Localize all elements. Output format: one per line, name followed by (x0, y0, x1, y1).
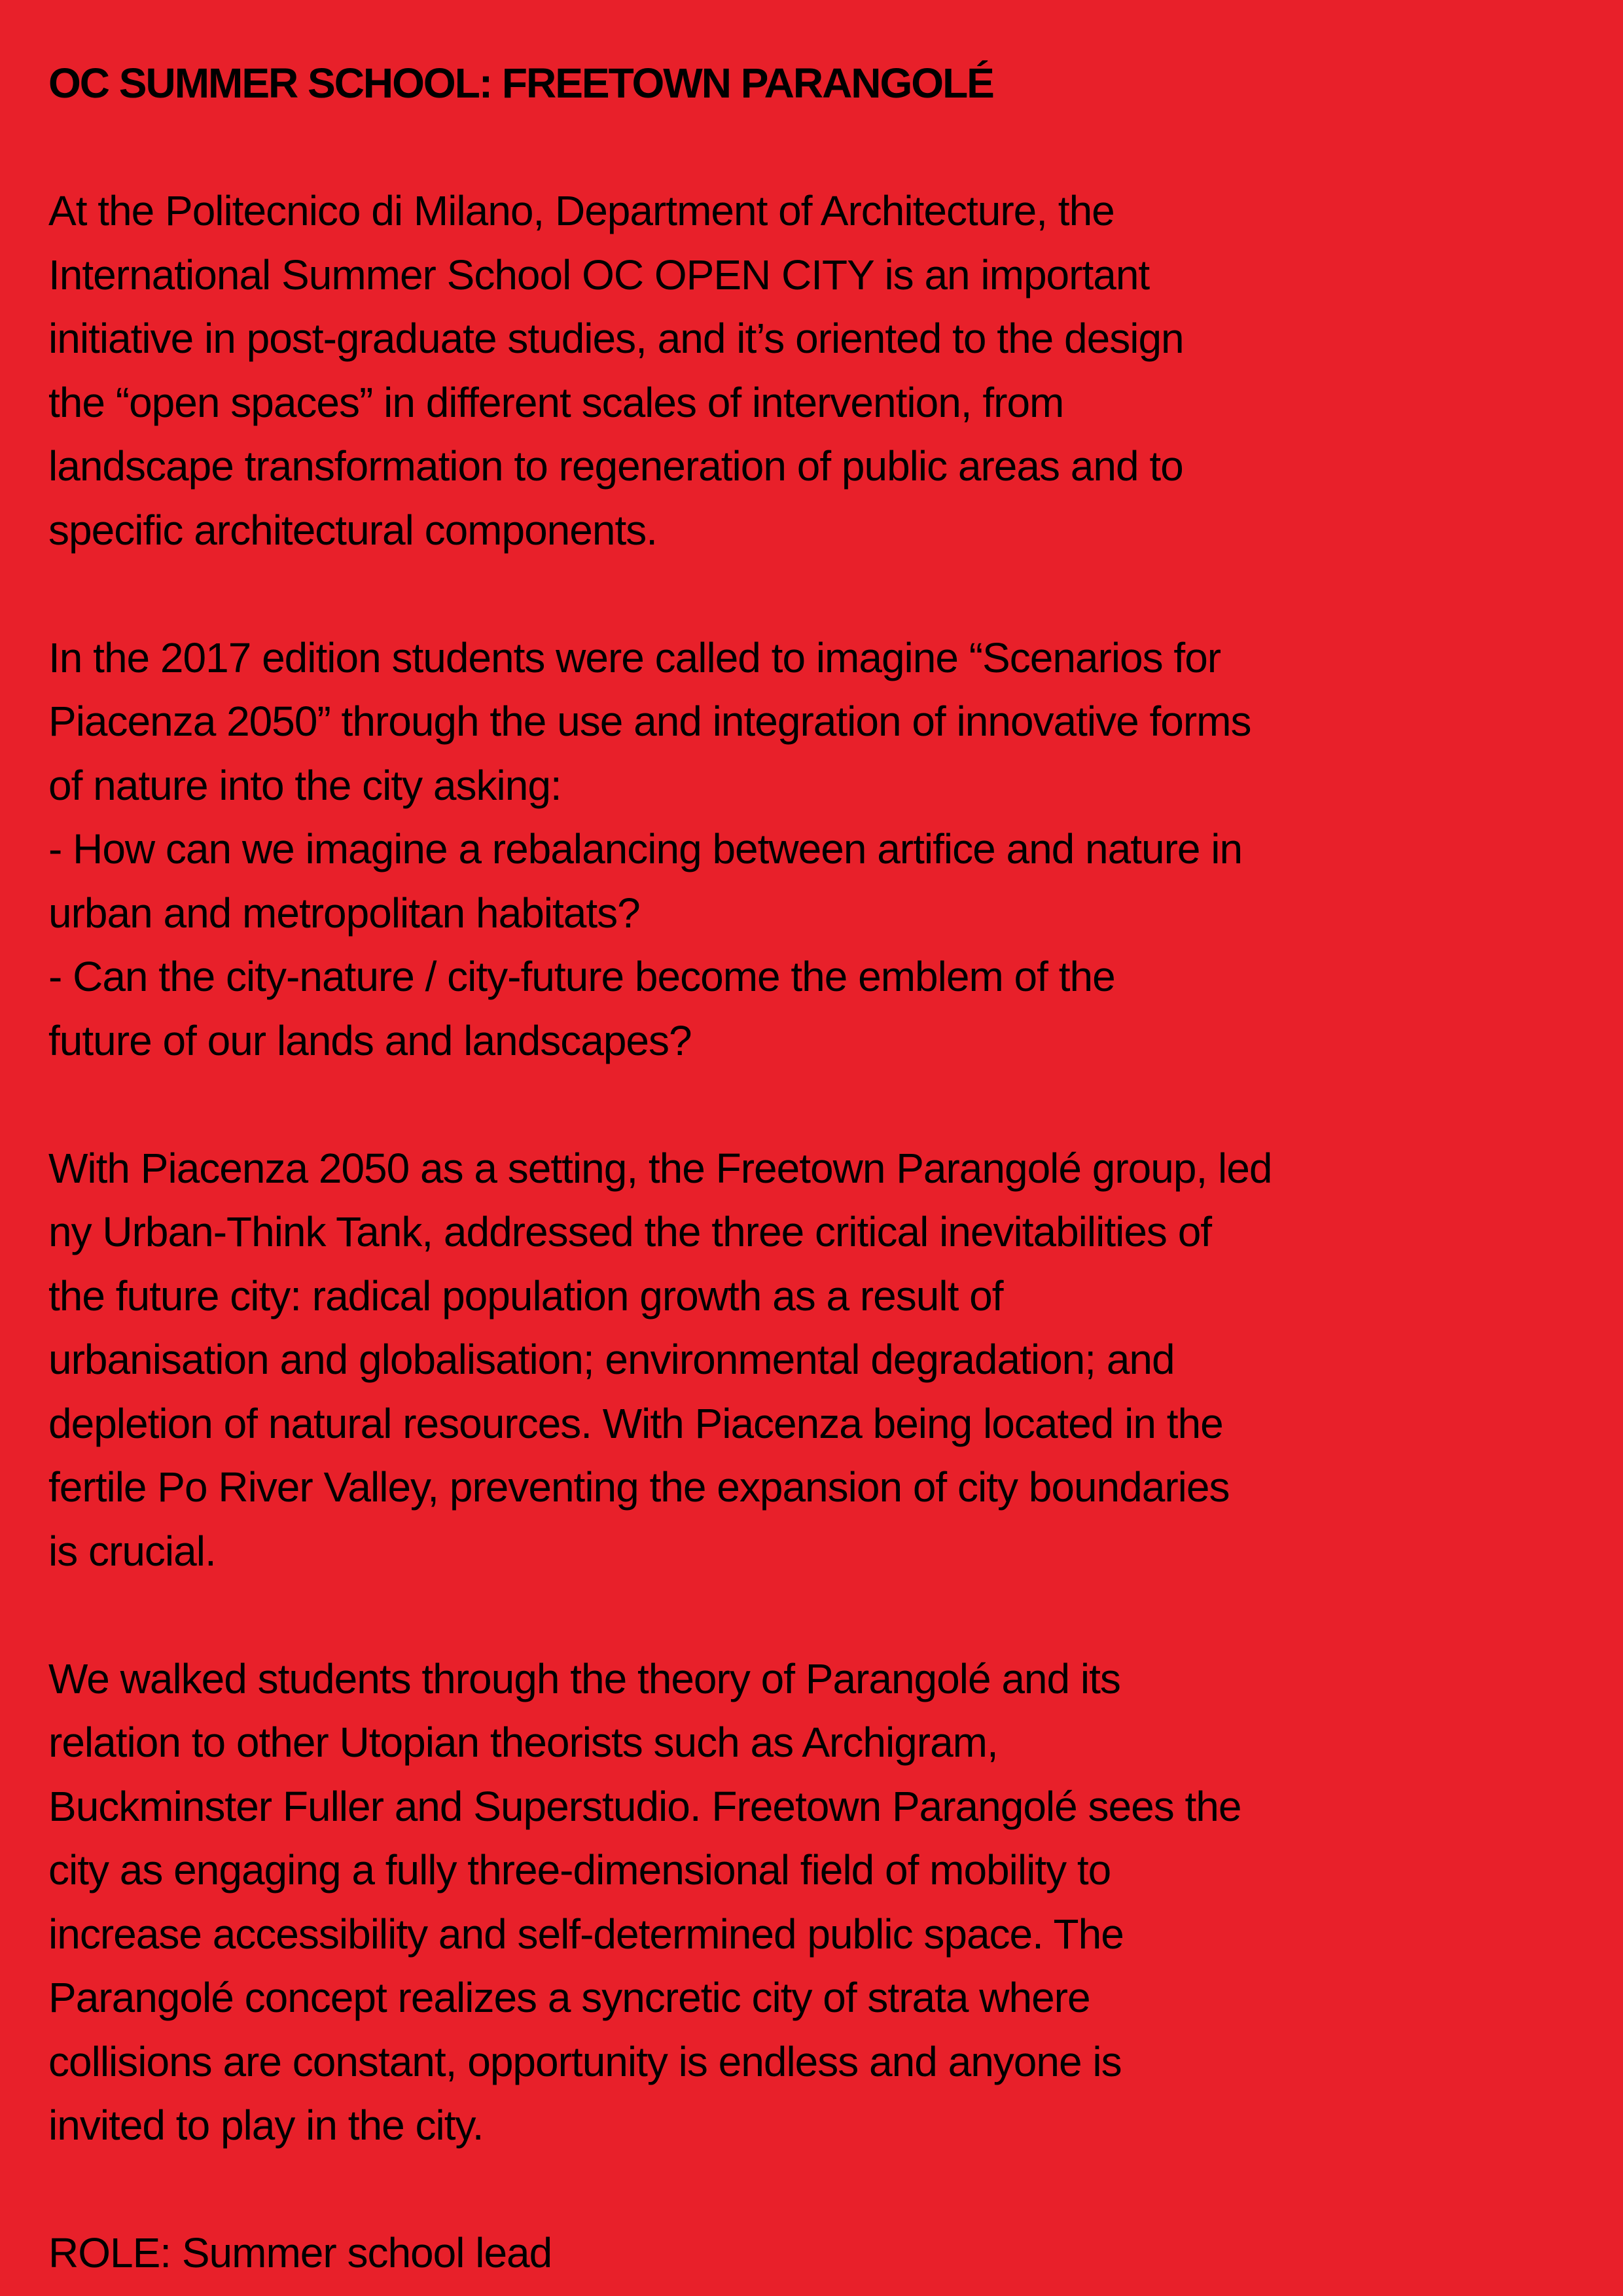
text-line: With Piacenza 2050 as a setting, the Freetown Parangolé group, led (48, 1144, 1272, 1192)
text-line: landscape transformation to regeneration of public areas and to (48, 442, 1183, 490)
spacer (48, 1583, 1593, 1647)
text-line: urbanisation and globalisation; environmental degradation; and (48, 1336, 1175, 1383)
document-page (48, 52, 1593, 2286)
text-line: of nature into the city asking: (48, 761, 562, 809)
text-line: initiative in post-graduate studies, and it’s oriented to the design (48, 315, 1184, 362)
body-text (48, 179, 1593, 2221)
text-line: collisions are constant, opportunity is endless and anyone is (48, 2037, 1122, 2085)
text-line: relation to other Utopian theorists such as Archigram, (48, 1719, 998, 1766)
paragraph-2 (48, 626, 1593, 1137)
text-line: fertile Po River Valley, preventing the expansion of city boundaries (48, 1463, 1230, 1511)
text-line: Parangolé concept realizes a syncretic city of strata where (48, 1974, 1090, 2021)
page-title: OC SUMMER SCHOOL: FREETOWN PARANGOLÉ (48, 60, 993, 107)
spacer (48, 116, 1593, 180)
text-line: increase accessibility and self-determined public space. The (48, 1910, 1124, 1958)
text-line: depletion of natural resources. With Piacenza being located in the (48, 1399, 1223, 1447)
text-line: At the Politecnico di Milano, Department of Architecture, the (48, 187, 1115, 234)
text-line: - How can we imagine a rebalancing between artifice and nature in (48, 825, 1243, 872)
text-line: the future city: radical population growth as a result of (48, 1272, 1003, 1319)
paragraph-1 (48, 179, 1593, 626)
role-line: ROLE: Summer school lead (48, 2229, 552, 2276)
text-line: future of our lands and landscapes? (48, 1016, 692, 1064)
paragraph-4 (48, 1647, 1593, 2222)
text-line: Piacenza 2050” through the use and integration of innovative forms (48, 698, 1251, 745)
text-line: the “open spaces” in different scales of intervention, from (48, 378, 1064, 426)
text-line: city as engaging a fully three-dimensional field of mobility to (48, 1846, 1111, 1893)
paragraph-3 (48, 1137, 1593, 1647)
text-line: In the 2017 edition students were called to imagine “Scenarios for (48, 634, 1221, 681)
text-line: is crucial. (48, 1527, 216, 1575)
text-line: ny Urban-Think Tank, addressed the three critical inevitabilities of (48, 1208, 1212, 1255)
text-line: International Summer School OC OPEN CITY is an important (48, 251, 1150, 298)
text-line: Buckminster Fuller and Superstudio. Freetown Parangolé sees the (48, 1782, 1241, 1830)
text-line: - Can the city-nature / city-future become the emblem of the (48, 953, 1115, 1000)
text-line: urban and metropolitan habitats? (48, 889, 640, 937)
spacer (48, 562, 1593, 626)
spacer (48, 2158, 1593, 2222)
text-line: invited to play in the city. (48, 2102, 484, 2149)
text-line: We walked students through the theory of Parangolé and its (48, 1655, 1120, 1702)
text-line: specific architectural components. (48, 506, 657, 554)
spacer (48, 1073, 1593, 1137)
